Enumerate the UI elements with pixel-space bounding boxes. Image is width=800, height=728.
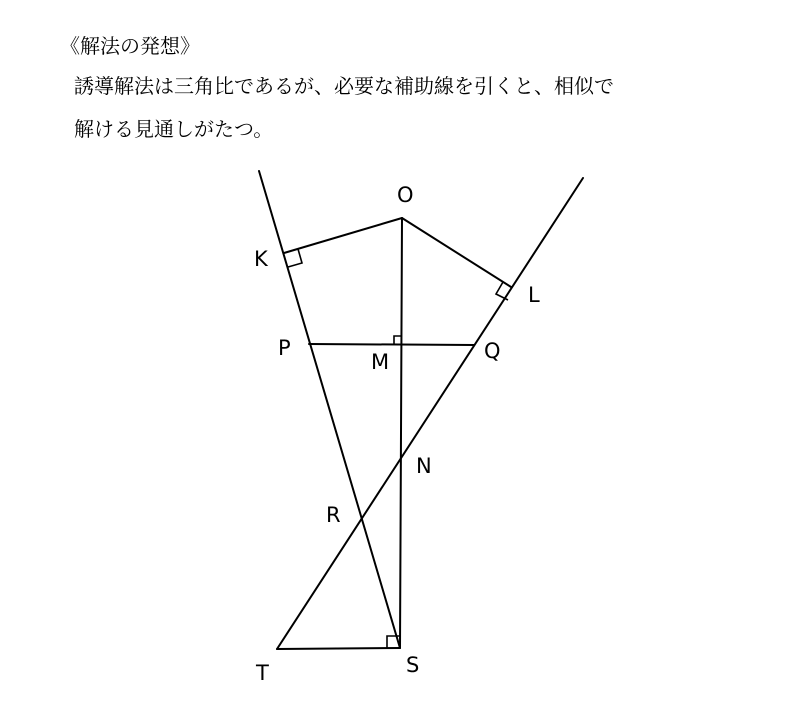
segment-ts	[277, 648, 400, 649]
line-right-lqt	[277, 178, 583, 649]
point-label-q: Q	[484, 339, 501, 363]
point-label-t: T	[256, 661, 269, 685]
point-label-p: P	[278, 336, 291, 360]
point-label-m: M	[371, 350, 390, 374]
point-label-n: N	[416, 454, 432, 478]
section-heading: 《解法の発想》	[60, 34, 200, 58]
point-label-l: L	[528, 283, 540, 307]
point-label-s: S	[406, 653, 420, 677]
explanation-line-2: 解ける見通しがたつ。	[74, 117, 274, 141]
segment-pq	[309, 344, 474, 345]
segment-ol	[402, 218, 511, 287]
point-label-r: R	[326, 503, 341, 527]
line-left-kps	[259, 171, 400, 648]
segment-ok	[284, 218, 402, 253]
point-label-o: O	[397, 183, 414, 207]
segment-os	[400, 218, 402, 648]
point-label-k: K	[254, 247, 268, 271]
explanation-line-1: 誘導解法は三角比であるが、必要な補助線を引くと、相似で	[74, 74, 614, 98]
